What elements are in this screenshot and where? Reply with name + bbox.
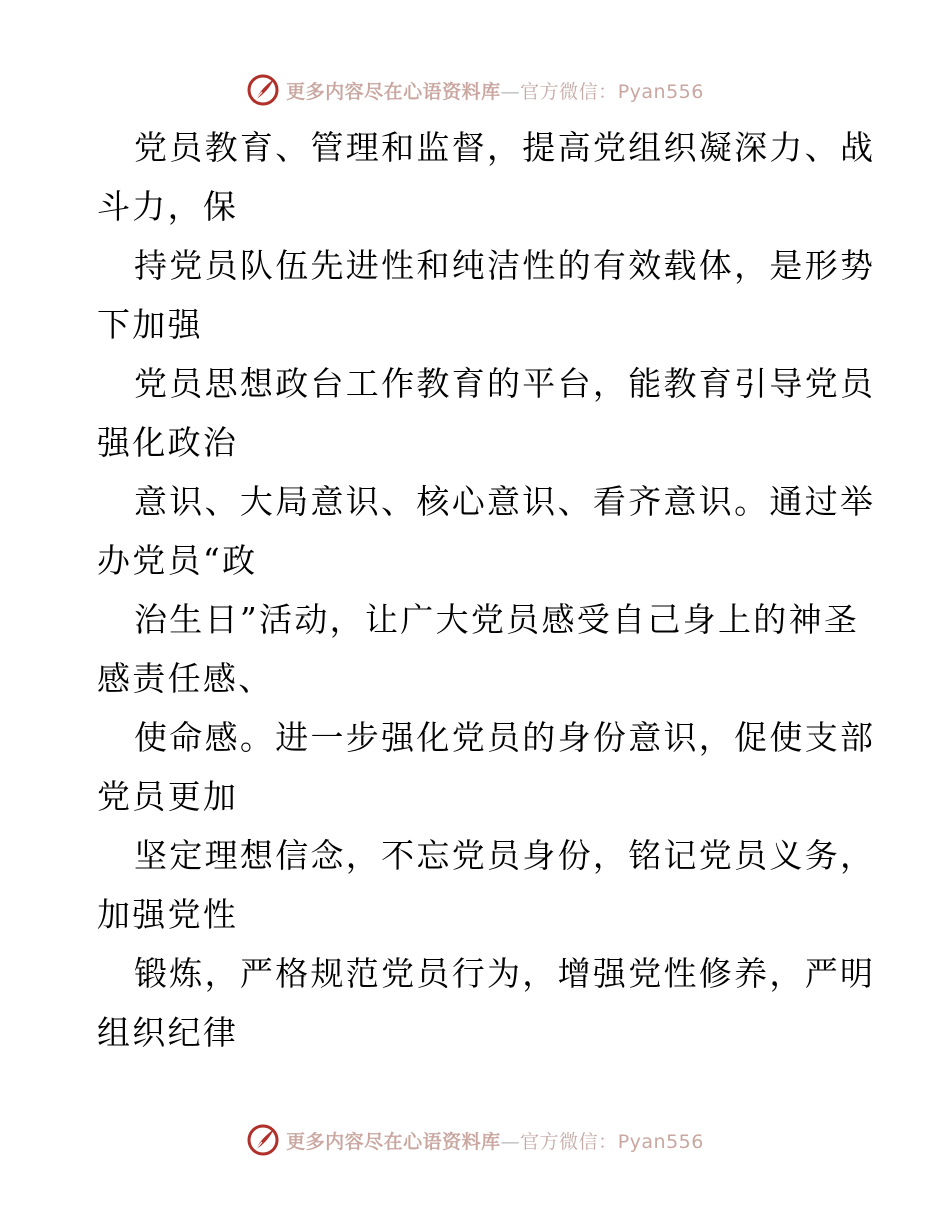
paragraph-2 [97, 236, 876, 354]
watermark-text: 更多内容尽在心语资料库—官方微信：Pyan556 [286, 1130, 704, 1153]
paragraph-line: 意识、大局意识、核心意识、看齐意识。通过举 [134, 482, 876, 521]
paragraph-line: 感责任感、 [97, 659, 274, 698]
document-body [97, 118, 876, 1062]
paragraph-line: 持党员队伍先进性和纯洁性的有效载体，是形势 [134, 246, 876, 285]
paragraph-8 [97, 944, 876, 1062]
footer-watermark [0, 1120, 950, 1160]
header-watermark [0, 70, 950, 110]
paragraph-line: 坚定理想信念，不忘党员身份，铭记党员义务， [134, 836, 876, 875]
paragraph-line: 办党员“政 [97, 541, 258, 580]
paragraph-5 [97, 590, 860, 708]
paragraph-line: 斗力，保 [97, 187, 239, 226]
paragraph-line: 锻炼，严格规范党员行为，增强党性修养，严明 [134, 954, 876, 993]
paragraph-line: 组织纪律 [97, 1013, 239, 1052]
paragraph-7 [97, 826, 876, 944]
paragraph-line: 加强党性 [97, 895, 239, 934]
paragraph-line: 强化政治 [97, 423, 239, 462]
paragraph-line: 党员思想政台工作教育的平台，能教育引导党员 [134, 364, 876, 403]
paragraph-line: 治生日”活动，让广大党员感受自己身上的神圣 [134, 600, 860, 639]
paragraph-6 [97, 708, 876, 826]
feather-pen-logo-icon [246, 73, 280, 107]
paragraph-line: 使命感。进一步强化党员的身份意识，促使支部 [134, 718, 876, 757]
feather-pen-logo-icon [246, 1123, 280, 1157]
paragraph-line: 党员更加 [97, 777, 239, 816]
paragraph-line: 党员教育、管理和监督，提高党组织凝深力、战 [134, 128, 876, 167]
paragraph-1 [97, 118, 876, 236]
watermark-text: 更多内容尽在心语资料库—官方微信：Pyan556 [286, 80, 704, 103]
paragraph-line: 下加强 [97, 305, 203, 344]
paragraph-4 [97, 472, 876, 590]
paragraph-3 [97, 354, 876, 472]
